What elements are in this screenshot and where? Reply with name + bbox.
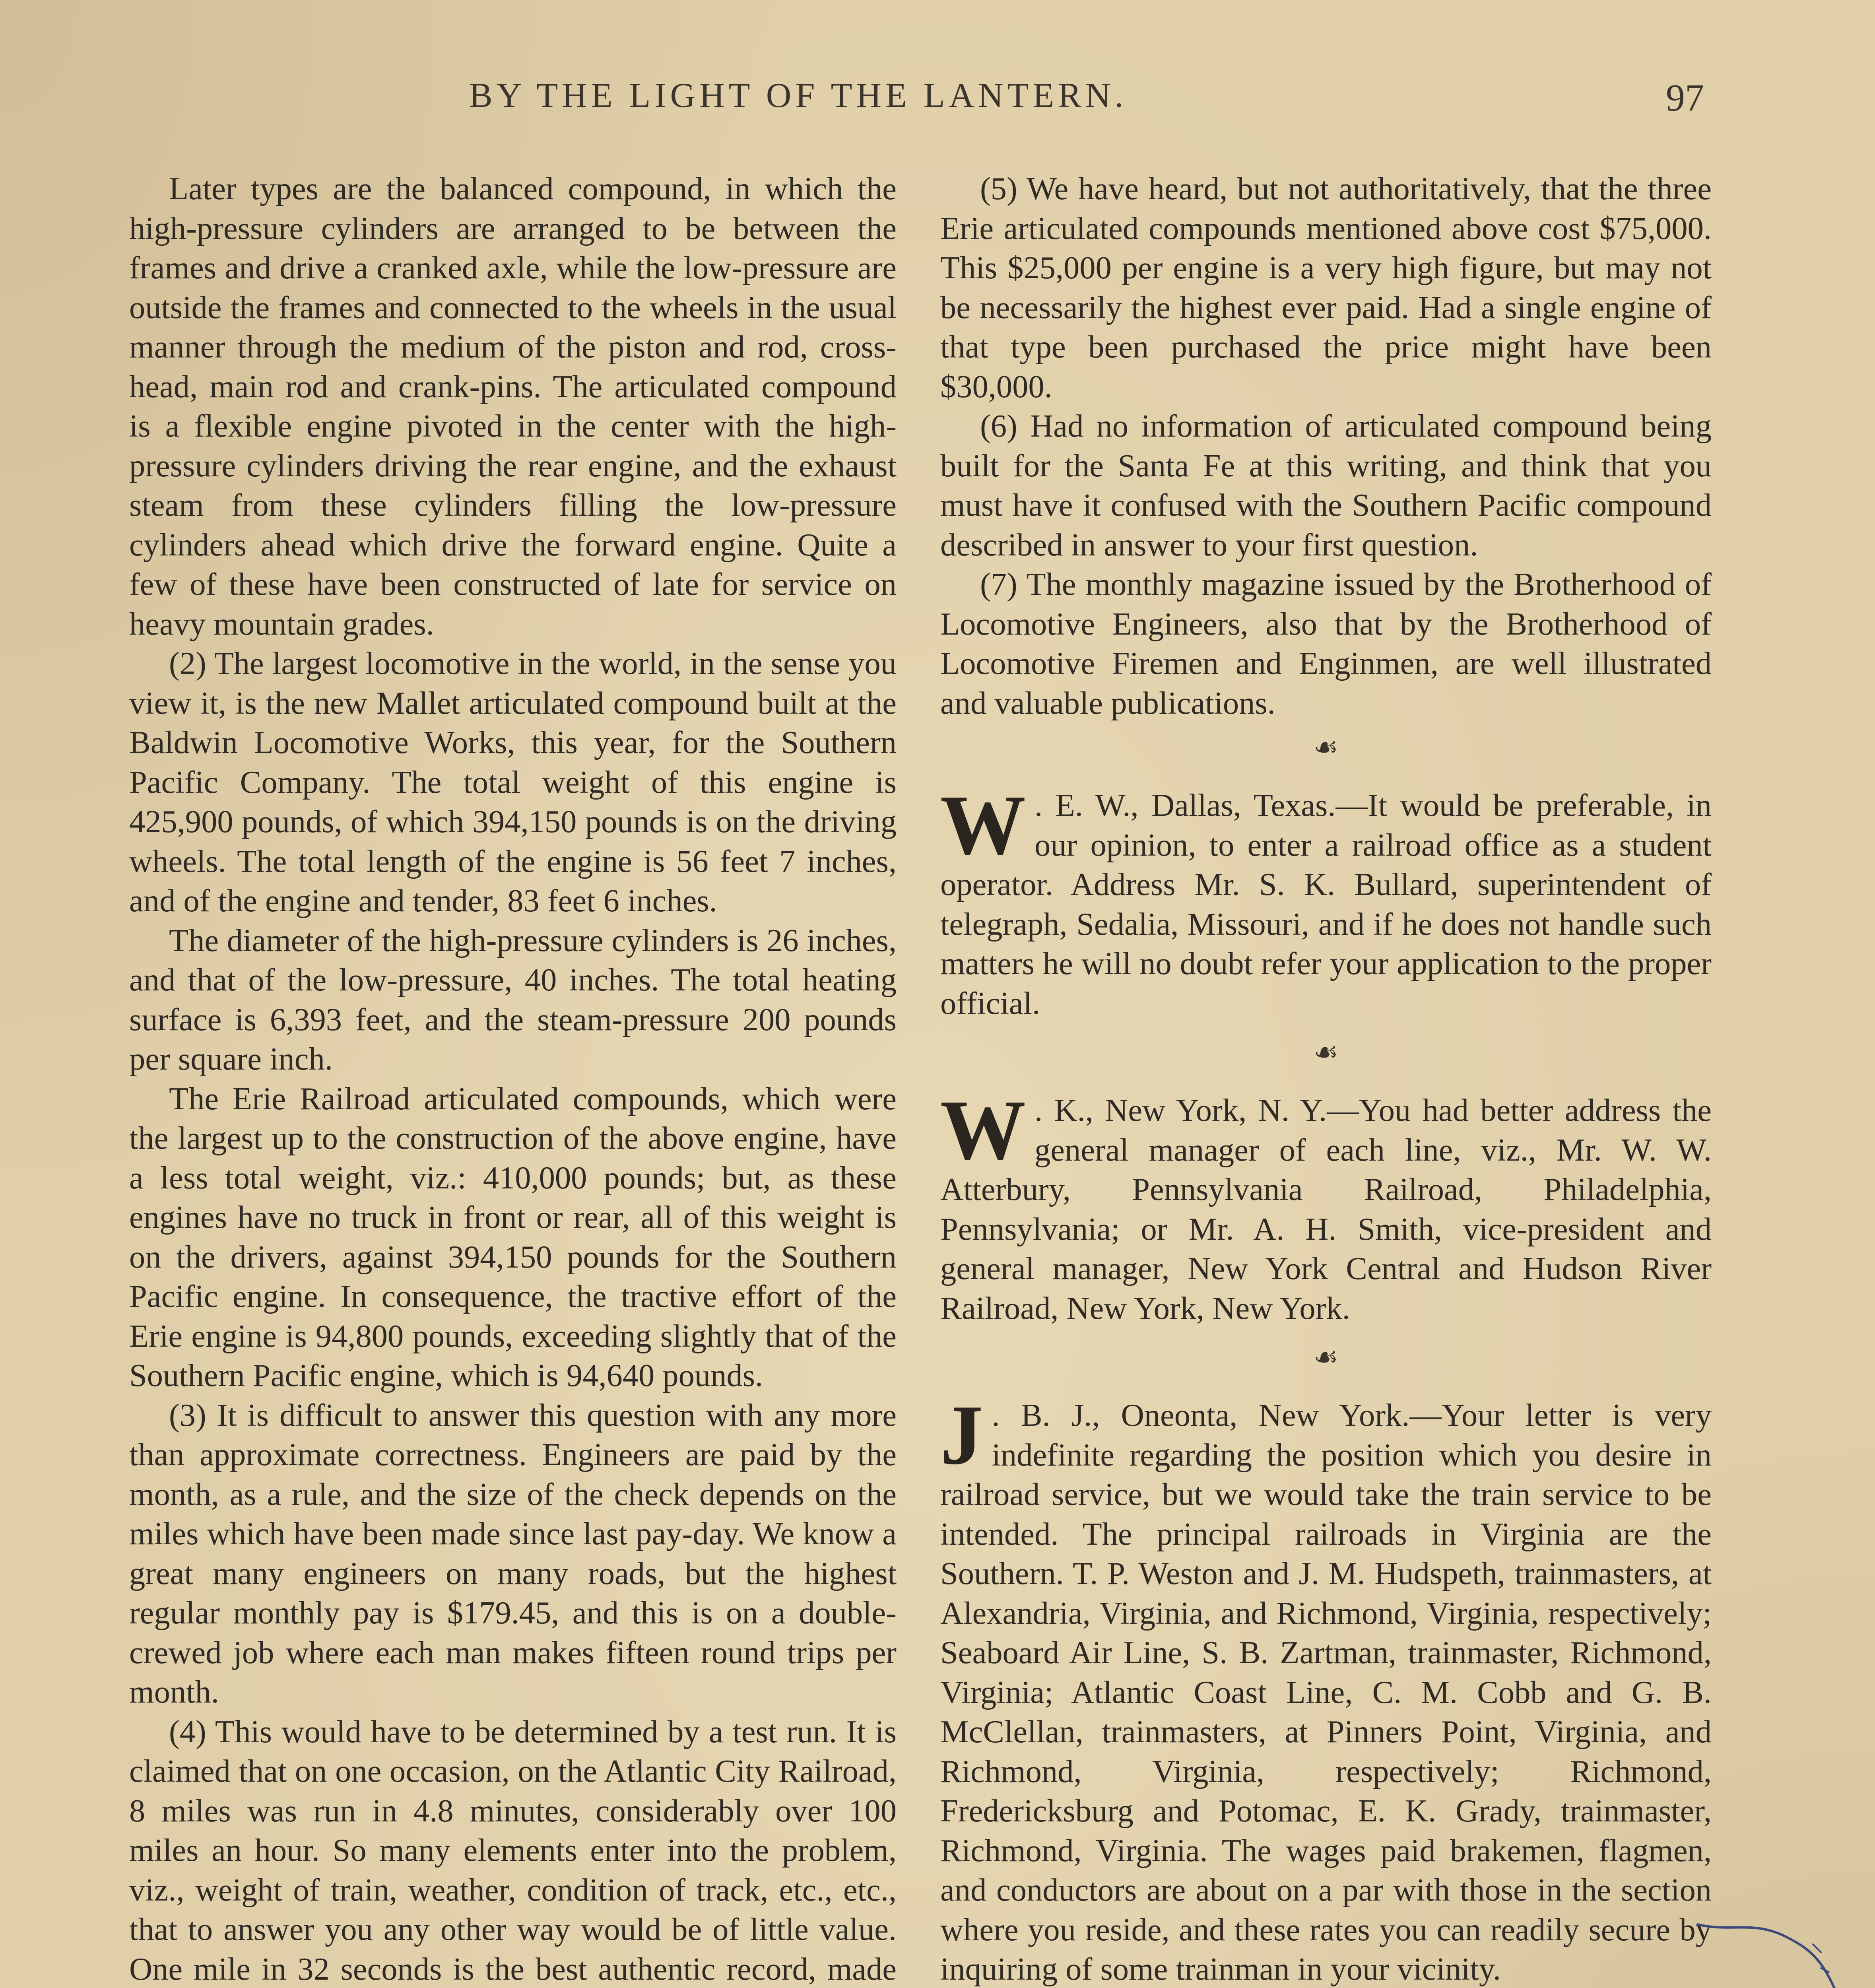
paragraph: (6) Had no information of articulated compound being built for the Santa Fe at this writing, and think that you must have it confused with the Southern Pacific compound described in answer to your first question. — [940, 408, 1712, 563]
reader-letter-answer — [940, 777, 1712, 1023]
answer-text: . K., New York, N. Y.—You had better address the general manager of each line, viz., Mr. W. W. Atterbury, Pennsylvania Railroad, Philadelphia, Pennsylvania; or Mr. A. H. Smith, vice-president and general manager, New York Central and Hudson River Railroad, New York, New York. — [940, 1093, 1712, 1326]
left-column — [129, 169, 897, 1988]
reader-letter-answer — [940, 1082, 1712, 1328]
paragraph: Later types are the balanced compound, in which the high-pressure cylinders are arranged to be between the frames and drive a cranked axle, while the low-pressure are outside the frames and connected to the wheels in the usual manner through the medium of the piston and rod, cross-head, main rod and crank-pins. The articulated compound is a flexible engine pivoted in the center with the high-pressure cylinders driving the rear engine, and the exhaust steam from these cylinders filling the low-pressure cylinders ahead which drive the forward engine. Quite a few of these have been constructed of late for service on heavy mountain grades. — [129, 171, 897, 642]
answer-text: . B. J., Oneonta, New York.—Your letter is very indefinite regarding the position which you desire in railroad service, but we would take the train service to be intended. The principal railroads in Virginia are the Southern. T. P. Weston and J. M. Hudspeth, trainmasters, at Alexandria, Virginia, and Richmond, Virginia, respectively; Seaboard Air Line, S. B. Zartman, trainmaster, Richmond, Virginia; Atlantic Coast Line, C. M. Cobb and G. B. McClellan, trainmasters, at Pinners Point, Virginia, and Richmond, Virginia, respectively; Richmond, Fredericksburg and Potomac, E. K. Grady, trainmaster, Richmond, Virginia. The wages paid brakemen, flagmen, and conductors are about on a par with those in the section where you reside, and these rates you can readily secure by inquiring of some trainman in your vicinity. — [940, 1398, 1712, 1987]
right-column — [940, 169, 1712, 1988]
drop-cap: W — [940, 1082, 1026, 1177]
answer-text: . E. W., Dallas, Texas.—It would be preferable, in our opinion, to enter a railroad office as a student operator. Address Mr. S. K. Bullard, superintendent of telegraph, Sedalia, Missouri, and if he does not handle such matters he will no doubt refer your application to the proper official. — [940, 788, 1712, 1021]
paragraph: The diameter of the high-pressure cylinders is 26 inches, and that of the low-pressure, 40 inches. The total heating surface is 6,393 feet, and the steam-pressure 200 pounds per square inch. — [129, 922, 897, 1077]
page-number: 97 — [1666, 76, 1704, 119]
paragraph: (4) This would have to be determined by a test run. It is claimed that on one occasion, on the Atlantic City Railroad, 8 miles was run in 4.8 minutes, considerably over 100 miles an hour. So many elements enter into the problem, viz., weight of train, weather, condition of track, etc., etc., that to answer you any other way would be of little value. One mile in 32 seconds is the best authentic record, made — [129, 1714, 897, 1987]
drop-cap: J — [940, 1387, 983, 1482]
paragraph: (2) The largest locomotive in the world, in the sense you view it, is the new Mallet articulated compound built at the Baldwin Locomotive Works, this year, for the Southern Pacific Company. The total weight of this engine is 425,900 pounds, of which 394,150 pounds is on the driving wheels. The total length of the engine is 56 feet 7 inches, and of the engine and tender, 83 feet 6 inches. — [129, 646, 897, 918]
reader-letter-answer — [940, 1387, 1712, 1988]
fleuron-ornament: ☙ — [1313, 1037, 1339, 1068]
paragraph: (3) It is difficult to answer this question with any more than approximate correctness. Engineers are paid by the month, as a rule, and the size of the check depends on the miles which have been made since last pay-day. We know a great many engineers on many roads, but the highest regular monthly pay is $179.45, and this is on a double-crewed job where each man makes fifteen round trips per month. — [129, 1397, 897, 1710]
fleuron-ornament: ☙ — [1313, 732, 1339, 763]
drop-cap: W — [940, 777, 1026, 872]
pen-mark-icon — [1694, 1908, 1853, 1988]
fleuron-ornament: ☙ — [1313, 1342, 1339, 1373]
running-title: BY THE LIGHT OF THE LANTERN. — [469, 76, 1128, 115]
paragraph: The Erie Railroad articulated compounds, which were the largest up to the construction of the above engine, have a less total weight, viz.: 410,000 pounds; but, as these engines have no truck in front or rear, all of this weight is on the drivers, against 394,150 pounds for the Southern Pacific engine. In consequence, the tractive effort of the Erie engine is 94,800 pounds, exceeding slightly that of the Southern Pacific engine, which is 94,640 pounds. — [129, 1081, 897, 1393]
paragraph: (5) We have heard, but not authoritatively, that the three Erie articulated compounds mentioned above cost $75,000. This $25,000 per engine is a very high figure, but may not be necessarily the highest ever paid. Had a single engine of that type been purchased the price might have been $30,000. — [940, 171, 1712, 404]
paragraph: (7) The monthly magazine issued by the Brotherhood of Locomotive Engineers, also that by the Brotherhood of Locomotive Firemen and Enginmen, are well illustrated and valuable publications. — [940, 567, 1712, 721]
